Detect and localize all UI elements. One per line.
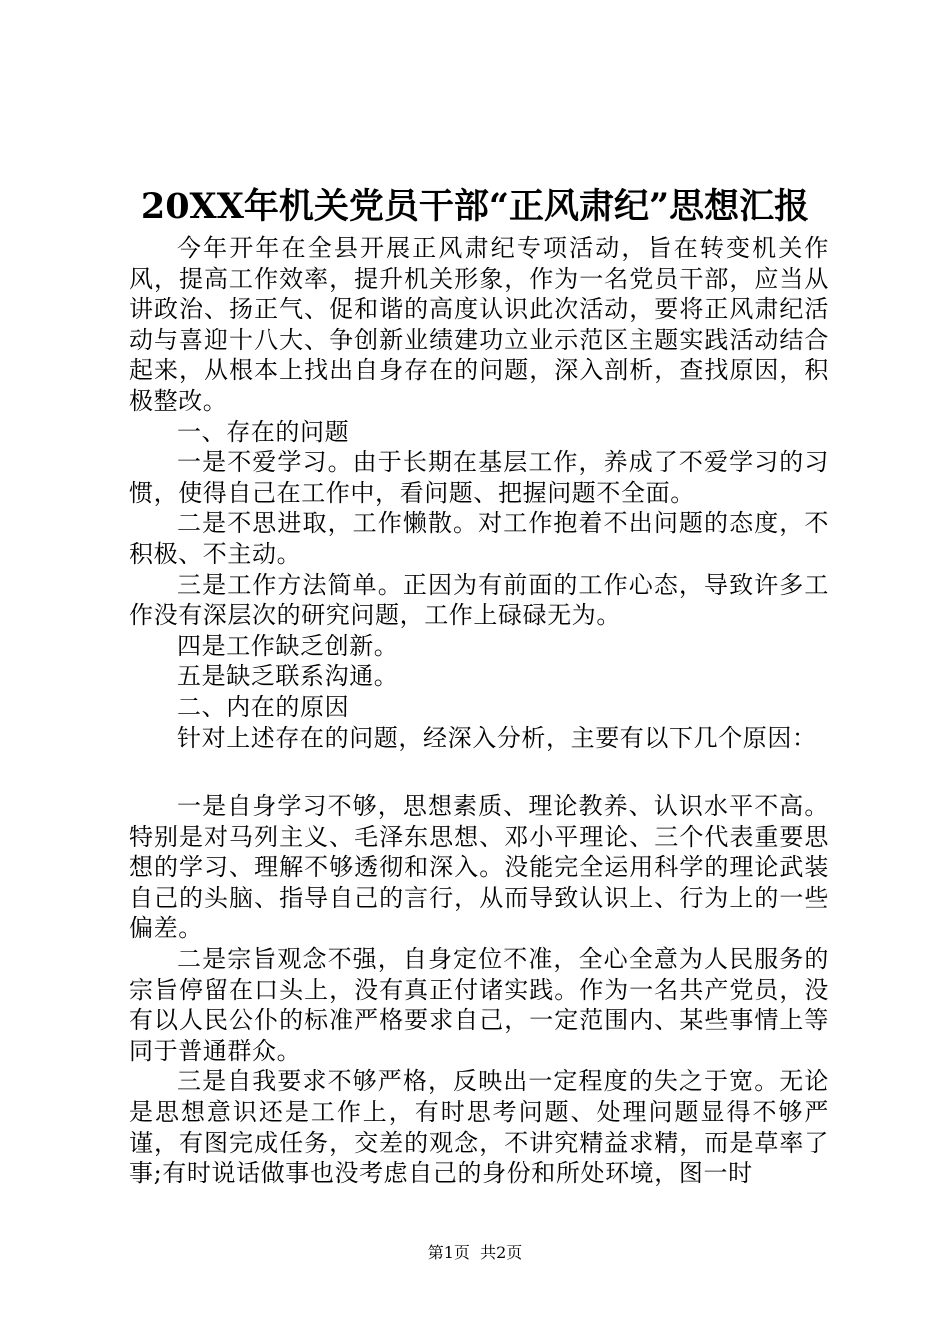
cause-paragraph-2: 二是宗旨观念不强，自身定位不准，全心全意为人民服务的宗旨停留在口头上，没有真正付诸实践。作为一名共产党员，没有以人民公仆的标准严格要求自己，一定范围内、某些事情上等同于普通群众。 (129, 945, 829, 1065)
problem-paragraph-3: 三是工作方法简单。正因为有前面的工作心态，导致许多工作没有深层次的研究问题，工作上碌碌无为。 (129, 570, 829, 630)
document-title: 20XX年机关党员干部“正风肃纪”思想汇报 (140, 186, 810, 227)
document-body (129, 233, 829, 1189)
page-footer (0, 1242, 950, 1264)
problem-paragraph-1: 一是不爱学习。由于长期在基层工作，养成了不爱学习的习惯，使得自己在工作中，看问题、把握问题不全面。 (129, 448, 829, 507)
problem-paragraph-4: 四是工作缺乏创新。 (177, 631, 399, 660)
page-number: 第1页 (427, 1243, 470, 1262)
blank-line (129, 753, 829, 791)
intro-paragraph: 今年开年在全县开展正风肃纪专项活动，旨在转变机关作风，提高工作效率，提升机关形象，作为一名党员干部，应当从讲政治、扬正气、促和谐的高度认识此次活动，要将正风肃纪活动与喜迎十八大、争创新业绩建功立业示范区主题实践活动结合起来，从根本上找出自身存在的问题，深入剖析，查找原因，积极整改。 (129, 234, 829, 415)
page-total: 共2页 (480, 1243, 523, 1262)
problem-paragraph-5: 五是缺乏联系沟通。 (177, 662, 399, 691)
section-heading-problems: 一、存在的问题 (177, 417, 350, 446)
cause-paragraph-3: 三是自我要求不够严格，反映出一定程度的失之于宽。无论是思想意识还是工作上，有时思考问题、处理问题显得不够严谨，有图完成任务，交差的观念，不讲究精益求精，而是草率了事;有时说话做事也没考虑自己的身份和所处环境，图一时 (129, 1067, 829, 1188)
section-heading-causes: 二、内在的原因 (177, 692, 350, 721)
cause-paragraph-1: 一是自身学习不够，思想素质、理论教养、认识水平不高。特别是对马列主义、毛泽东思想、邓小平理论、三个代表重要思想的学习、理解不够透彻和深入。没能完全运用科学的理论武装自己的头脑、指导自己的言行，从而导致认识上、行为上的一些偏差。 (129, 792, 829, 943)
problem-paragraph-2: 二是不思进取，工作懒散。对工作抱着不出问题的态度，不积极、不主动。 (129, 509, 829, 568)
causes-intro-paragraph: 针对上述存在的问题，经深入分析，主要有以下几个原因： (177, 723, 817, 752)
